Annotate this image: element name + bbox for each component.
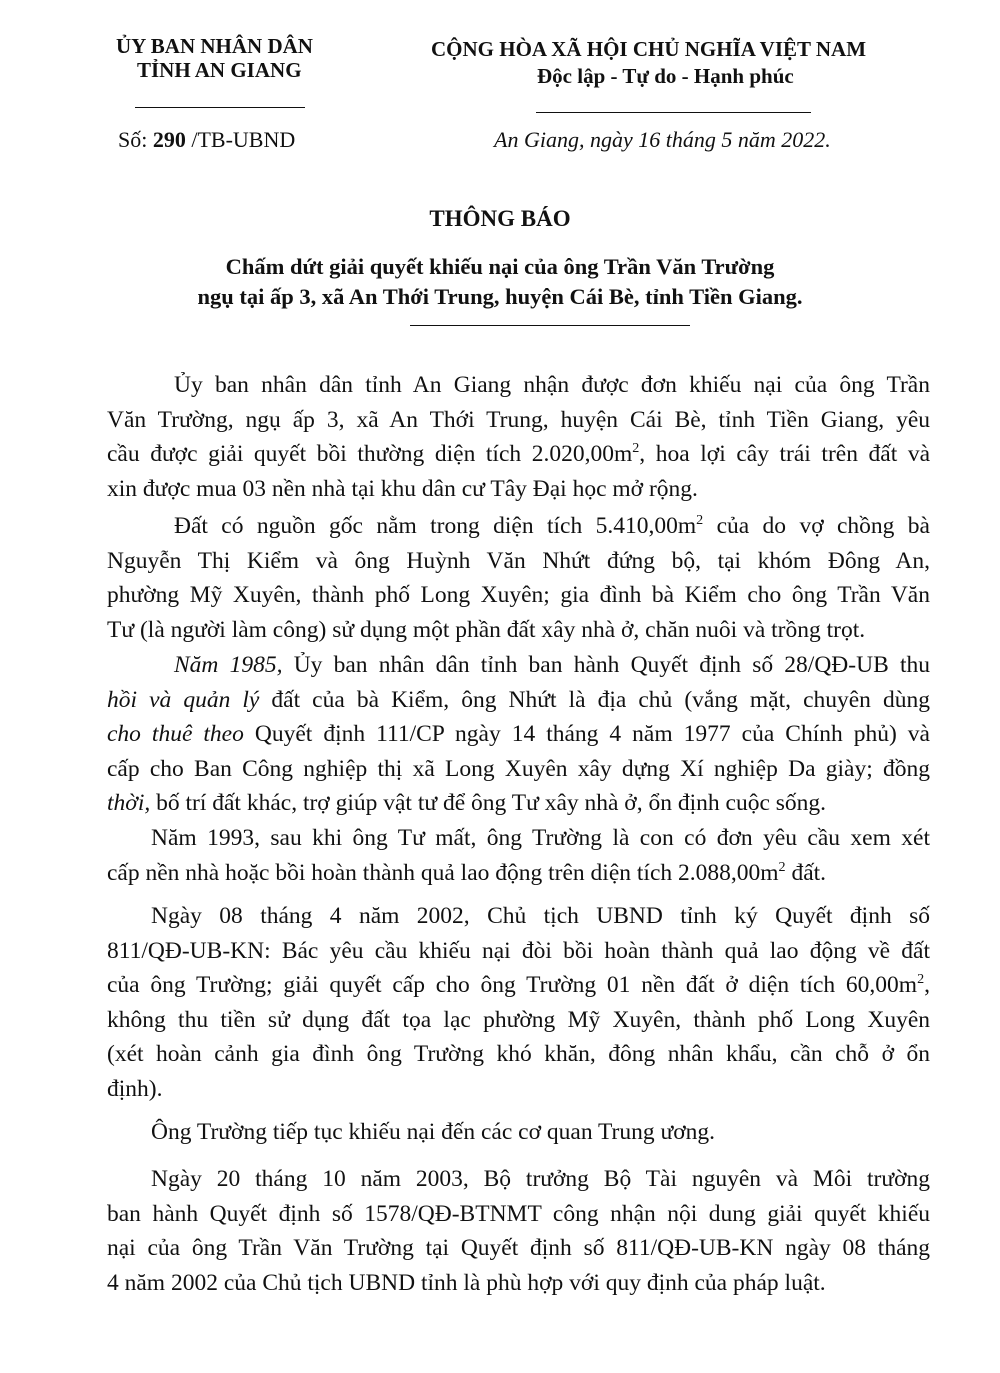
paragraph-4 — [107, 821, 930, 890]
country-name: CỘNG HÒA XÃ HỘI CHỦ NGHĨA VIỆT NAM — [431, 37, 867, 61]
paragraph-5-line: không thu tiền sử dụng đất tọa lạc phường Mỹ Xuyên, thành phố Long Xuyên — [107, 1006, 930, 1033]
paragraph-2-line: Nguyễn Thị Kiểm và ông Huỳnh Văn Nhứt đứng bộ, tại khóm Đông An, — [107, 547, 930, 574]
paragraph-4-line: Năm 1993, sau khi ông Tư mất, ông Trường là con có đơn yêu cầu xem xét — [151, 825, 930, 851]
paragraph-3-line: cấp cho Ban Công nghiệp thị xã Long Xuyên xây dựng Xí nghiệp Da giày; đồng — [107, 755, 930, 782]
paragraph-2 — [107, 509, 930, 647]
paragraph-7 — [107, 1162, 930, 1300]
agency-name-line1: ỦY BAN NHÂN DÂN — [116, 34, 313, 58]
paragraph-7-line: nại của ông Trần Văn Trường tại Quyết định số 811/QĐ-UB-KN ngày 08 tháng — [107, 1235, 930, 1261]
document-number-value: 290 — [152, 127, 186, 152]
paragraph-1-line: xin được mua 03 nền nhà tại khu dân cư Tây Đại học mở rộng. — [107, 475, 698, 502]
paragraph-5-line: Ngày 08 tháng 4 năm 2002, Chủ tịch UBND tỉnh ký Quyết định số — [151, 903, 930, 929]
paragraph-3-line: thời, bố trí đất khác, trợ giúp vật tư để ông Tư xây nhà ở, ổn định cuộc sống. — [107, 790, 827, 816]
paragraph-1-line: cầu được giải quyết bồi thường diện tích $2.020,00m^2$, hoa lợi cây trái trên đất và — [107, 440, 930, 467]
national-motto: Độc lập - Tự do - Hạnh phúc — [537, 64, 794, 88]
paragraph-5-line: định). — [107, 1075, 163, 1102]
paragraph-3-line: Năm 1985, Ủy ban nhân dân tỉnh ban hành Quyết định số 28/QĐ-UB thu — [174, 652, 930, 678]
place-and-date: An Giang, ngày 16 tháng 5 năm 2022. — [494, 127, 831, 152]
document-number — [118, 127, 295, 153]
paragraph-5 — [107, 899, 930, 1106]
paragraph-6 — [107, 1115, 930, 1150]
paragraph-5-line: (xét hoàn cảnh gia đình ông Trường khó khăn, đông nhân khẩu, cần chỗ ở ổn — [107, 1041, 930, 1067]
paragraph-7-line: Ngày 20 tháng 10 năm 2003, Bộ trưởng Bộ Tài nguyên và Môi trường — [151, 1166, 930, 1192]
document-subject-line2: ngụ tại ấp 3, xã An Thới Trung, huyện Cái Bè, tỉnh Tiền Giang. — [197, 284, 803, 309]
paragraph-1 — [107, 368, 930, 506]
agency-name-line2: TỈNH AN GIANG — [137, 58, 302, 82]
document-subject-line1: Chấm dứt giải quyết khiếu nại của ông Trần Văn Trường — [225, 254, 775, 279]
document-number-suffix: /TB-UBND — [191, 127, 296, 152]
paragraph-3 — [107, 648, 930, 821]
paragraph-6-line: Ông Trường tiếp tục khiếu nại đến các cơ quan Trung ương. — [151, 1119, 716, 1145]
paragraph-2-line: Đất có nguồn gốc nằm trong diện tích $5.410,00m^2$ của do vợ chồng bà — [174, 512, 930, 539]
paragraph-1-line: Văn Trường, ngụ ấp 3, xã An Thới Trung, huyện Cái Bè, tỉnh Tiền Giang, yêu — [107, 406, 930, 433]
title-underline — [410, 325, 690, 326]
paragraph-4-line: cấp nền nhà hoặc bồi hoàn thành quả lao động trên diện tích $2.088,00m^2$ đất. — [107, 858, 827, 886]
document-title: THÔNG BÁO — [429, 206, 571, 231]
paragraph-5-line: 811/QĐ-UB-KN: Bác yêu cầu khiếu nại đòi bồi hoàn thành quả lao động về đất — [107, 937, 930, 964]
paragraph-7-line: ban hành Quyết định số 1578/QĐ-BTNMT công nhận nội dung giải quyết khiếu — [107, 1200, 930, 1227]
paragraph-2-line: Tư (là người làm công) sử dụng một phần đất xây nhà ở, chăn nuôi và trồng trọt. — [107, 616, 866, 643]
document-number-prefix: Số: — [118, 127, 148, 152]
paragraph-2-line: phường Mỹ Xuyên, thành phố Long Xuyên; gia đình bà Kiểm cho ông Trần Văn — [107, 582, 930, 608]
paragraph-5-line: của ông Trường; giải quyết cấp cho ông Trường 01 nền đất ở diện tích $60,00m^2$, — [107, 971, 930, 998]
paragraph-3-line: hồi và quản lý đất của bà Kiểm, ông Nhứt là địa chủ (vắng mặt, chuyên dùng — [107, 686, 930, 713]
agency-underline — [135, 107, 305, 108]
paragraph-3-line: cho thuê theo Quyết định 111/CP ngày 14 tháng 4 năm 1977 của Chính phủ) và — [107, 721, 930, 747]
paragraph-1-line: Ủy ban nhân dân tỉnh An Giang nhận được đơn khiếu nại của ông Trần — [174, 372, 930, 398]
paragraph-7-line: 4 năm 2002 của Chủ tịch UBND tỉnh là phù hợp với quy định của pháp luật. — [107, 1269, 826, 1296]
motto-underline — [536, 112, 811, 113]
